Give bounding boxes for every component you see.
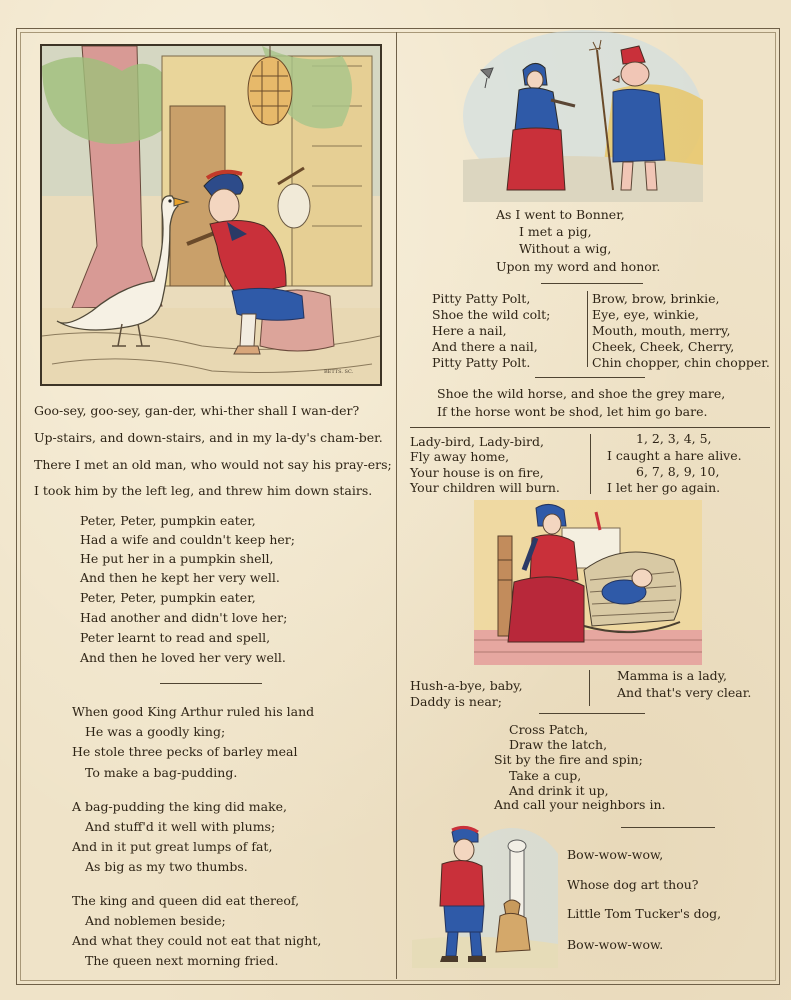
verse-line: Had another and didn't love her;: [80, 610, 288, 625]
verse-line: The king and queen did eat thereof,: [72, 893, 300, 908]
verse-line: And drink it up,: [509, 783, 609, 798]
verse-line: Chin chopper, chin chopper.: [592, 355, 770, 370]
verse-line: 1, 2, 3, 4, 5,: [636, 431, 712, 446]
column-rule: [589, 670, 590, 706]
verse-line: Here a nail,: [432, 323, 507, 338]
verse-line: And then he loved her very well.: [80, 650, 286, 665]
cradle-illustration: [474, 500, 702, 665]
verse-line: I caught a hare alive.: [607, 448, 742, 463]
verse-line: Shoe the wild horse, and shoe the grey mare,: [437, 386, 726, 401]
verse-line: Daddy is near;: [410, 694, 502, 709]
engraver-signature: BETTS. SC.: [324, 369, 354, 375]
verse-line: Bow-wow-wow.: [567, 937, 664, 952]
separator-rule: [621, 827, 715, 828]
verse-line: Your house is on fire,: [410, 465, 544, 480]
verse-line: As I went to Bonner,: [496, 207, 625, 222]
verse-line: Whose dog art thou?: [567, 877, 699, 892]
tom-tucker-dog-illustration: [412, 820, 558, 968]
verse-line: Take a cup,: [509, 768, 582, 783]
verse-line: Lady-bird, Lady-bird,: [410, 434, 544, 449]
verse-line: And noblemen beside;: [85, 913, 226, 928]
verse-line: Peter, Peter, pumpkin eater,: [80, 513, 256, 528]
verse-line: Shoe the wild colt;: [432, 307, 551, 322]
separator-rule: [160, 683, 262, 684]
verse-line: Eye, eye, winkie,: [592, 307, 700, 322]
verse-line: And there a nail,: [432, 339, 538, 354]
verse-line: I met a pig,: [519, 224, 592, 239]
verse-line: Up-stairs, and down-stairs, and in my la-dy's cham-ber.: [34, 430, 383, 445]
verse-line: The queen next morning fried.: [85, 953, 279, 968]
verse-line: And stuff'd it well with plums;: [85, 819, 276, 834]
verse-line: Brow, brow, brinkie,: [592, 291, 720, 306]
column-rule: [587, 291, 588, 367]
verse-line: As big as my two thumbs.: [85, 859, 248, 874]
separator-rule: [539, 713, 645, 714]
verse-line: He stole three pecks of barley meal: [72, 744, 298, 759]
verse-line: Mamma is a lady,: [617, 668, 728, 683]
verse-line: If the horse wont be shod, let him go bare.: [437, 404, 708, 419]
verse-line: Bow-wow-wow,: [567, 847, 664, 862]
verse-line: Without a wig,: [519, 241, 612, 256]
verse-line: Peter learnt to read and spell,: [80, 630, 271, 645]
verse-line: Peter, Peter, pumpkin eater,: [80, 590, 256, 605]
verse-line: Mouth, mouth, merry,: [592, 323, 731, 338]
separator-rule: [410, 427, 770, 428]
verse-line: To make a bag-pudding.: [85, 765, 238, 780]
verse-line: I took him by the left leg, and threw him down stairs.: [34, 483, 373, 498]
pig-illustration: [463, 30, 703, 202]
verse-line: When good King Arthur ruled his land: [72, 704, 315, 719]
verse-line: A bag-pudding the king did make,: [72, 799, 288, 814]
verse-line: Sit by the fire and spin;: [494, 752, 643, 767]
verse-line: Fly away home,: [410, 449, 510, 464]
verse-line: Cross Patch,: [509, 722, 589, 737]
verse-line: I let her go again.: [607, 480, 721, 495]
verse-line: Pitty Patty Polt.: [432, 355, 531, 370]
verse-line: Hush-a-bye, baby,: [410, 678, 523, 693]
column-rule: [590, 434, 591, 494]
verse-line: 6, 7, 8, 9, 10,: [636, 464, 720, 479]
verse-line: There I met an old man, who would not say his pray-ers;: [34, 457, 392, 472]
verse-line: And in it put great lumps of fat,: [72, 839, 273, 854]
verse-line: And what they could not eat that night,: [72, 933, 322, 948]
verse-line: He was a goodly king;: [85, 724, 226, 739]
verse-line: Your children will burn.: [410, 480, 560, 495]
verse-line: And that's very clear.: [617, 685, 752, 700]
verse-line: Cheek, Cheek, Cherry,: [592, 339, 735, 354]
verse-line: He put her in a pumpkin shell,: [80, 551, 274, 566]
verse-line: And call your neighbors in.: [494, 797, 666, 812]
separator-rule: [535, 377, 645, 378]
separator-rule: [541, 283, 643, 284]
verse-line: Upon my word and honor.: [496, 259, 661, 274]
verse-line: Draw the latch,: [509, 737, 608, 752]
verse-line: Little Tom Tucker's dog,: [567, 906, 722, 921]
verse-line: And then he kept her very well.: [80, 570, 280, 585]
goosey-gander-illustration: [40, 44, 382, 386]
verse-line: Had a wife and couldn't keep her;: [80, 532, 295, 547]
column-divider: [396, 32, 397, 979]
verse-line: Goo-sey, goo-sey, gan-der, whi-ther shall I wan-der?: [34, 403, 360, 418]
verse-line: Pitty Patty Polt,: [432, 291, 531, 306]
